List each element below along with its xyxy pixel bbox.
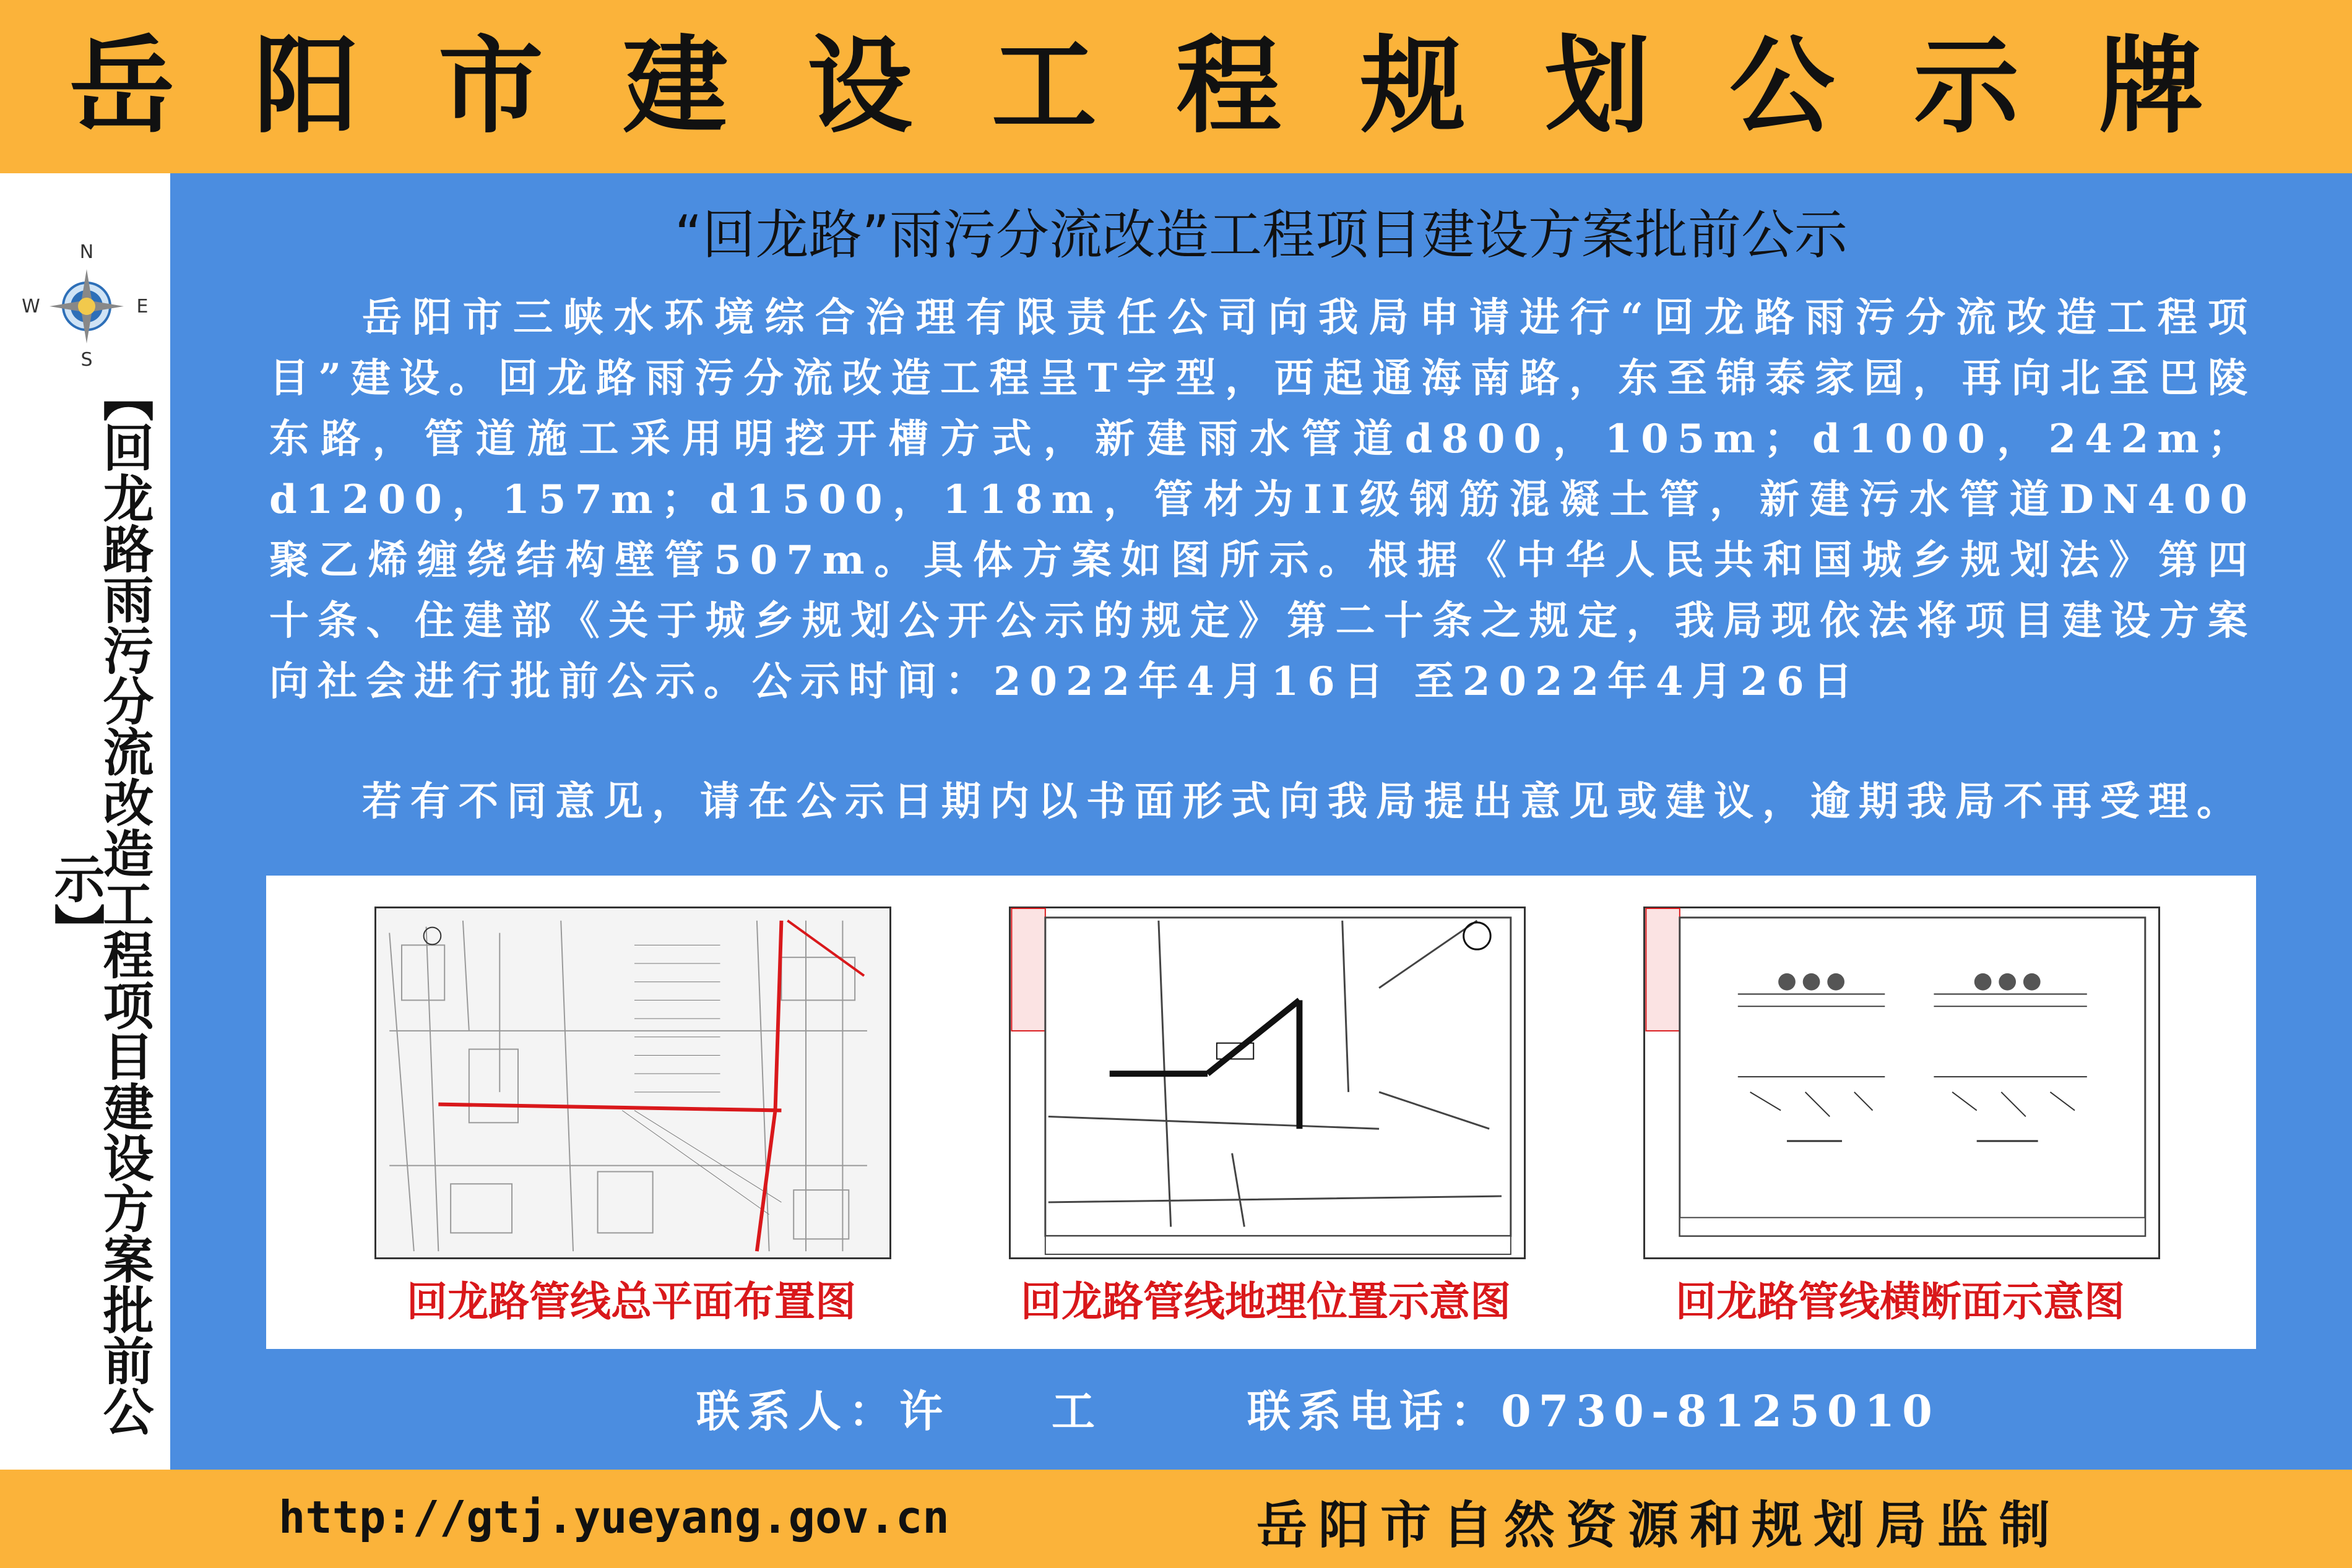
cross-section-drawing xyxy=(1643,907,2160,1259)
notice-heading: “回龙路”雨污分流改造工程项目建设方案批前公示 xyxy=(674,204,1848,266)
caption-site-plan: 回龙路管线总平面布置图 xyxy=(407,1278,856,1325)
compass-w: W xyxy=(22,296,40,317)
compass-s: S xyxy=(80,349,93,371)
page-title: 岳阳市建设工程规划公示牌 xyxy=(69,25,2283,148)
caption-location-map: 回龙路管线地理位置示意图 xyxy=(1021,1278,1511,1325)
compass-icon xyxy=(22,241,149,371)
vertical-title: 【回龙路雨污分流改造工程项目建设方案批前公示】 xyxy=(46,371,154,1436)
notice-panel xyxy=(170,173,2352,1470)
top-banner xyxy=(0,0,2352,173)
compass-n: N xyxy=(79,241,94,263)
location-map-drawing xyxy=(1009,907,1526,1259)
compass-e: E xyxy=(136,296,149,317)
drawings-panel xyxy=(266,876,2256,1349)
contact-person: 联系人：许 工 xyxy=(696,1385,1102,1437)
caption-cross-section: 回龙路管线横断面示意图 xyxy=(1675,1278,2125,1325)
website-link[interactable]: http://gtj.yueyang.gov.cn xyxy=(279,1491,949,1543)
supervisor-label: 岳阳市自然资源和规划局监制 xyxy=(1256,1496,2062,1555)
left-sidebar xyxy=(0,173,170,1470)
notice-paragraph-2: 若有不同意见，请在公示日期内以书面形式向我局提出意见或建议，逾期我局不再受理。 xyxy=(362,778,2245,825)
contact-phone: 联系电话：0730-8125010 xyxy=(1247,1385,1940,1437)
site-plan-drawing xyxy=(374,907,891,1259)
notice-paragraph-1: 岳阳市三峡水环境综合治理有限责任公司向我局申请进行“回龙路雨污分流改造工程项目”建设。回龙路雨污分流改造工程呈T字型，西起通海南路，东至锦泰家园，再向北至巴陵东路，管道施工采用明挖开槽方式，新建雨水管道d800，105m；d1000，242m；d1200，157m；d1500，118m，管材为II级钢筋混凝土管，新建污水管道DN400聚乙烯缠绕结构壁管507m。具体方案如图所示。根据《中华人民共和国城乡规划法》第四十条、住建部《关于城乡规划公开公示的规定》第二十条之规定，我局现依法将项目建设方案向社会进行批前公示。公示时间：2022年4月16日 至2022年4月26日 xyxy=(269,295,2256,705)
